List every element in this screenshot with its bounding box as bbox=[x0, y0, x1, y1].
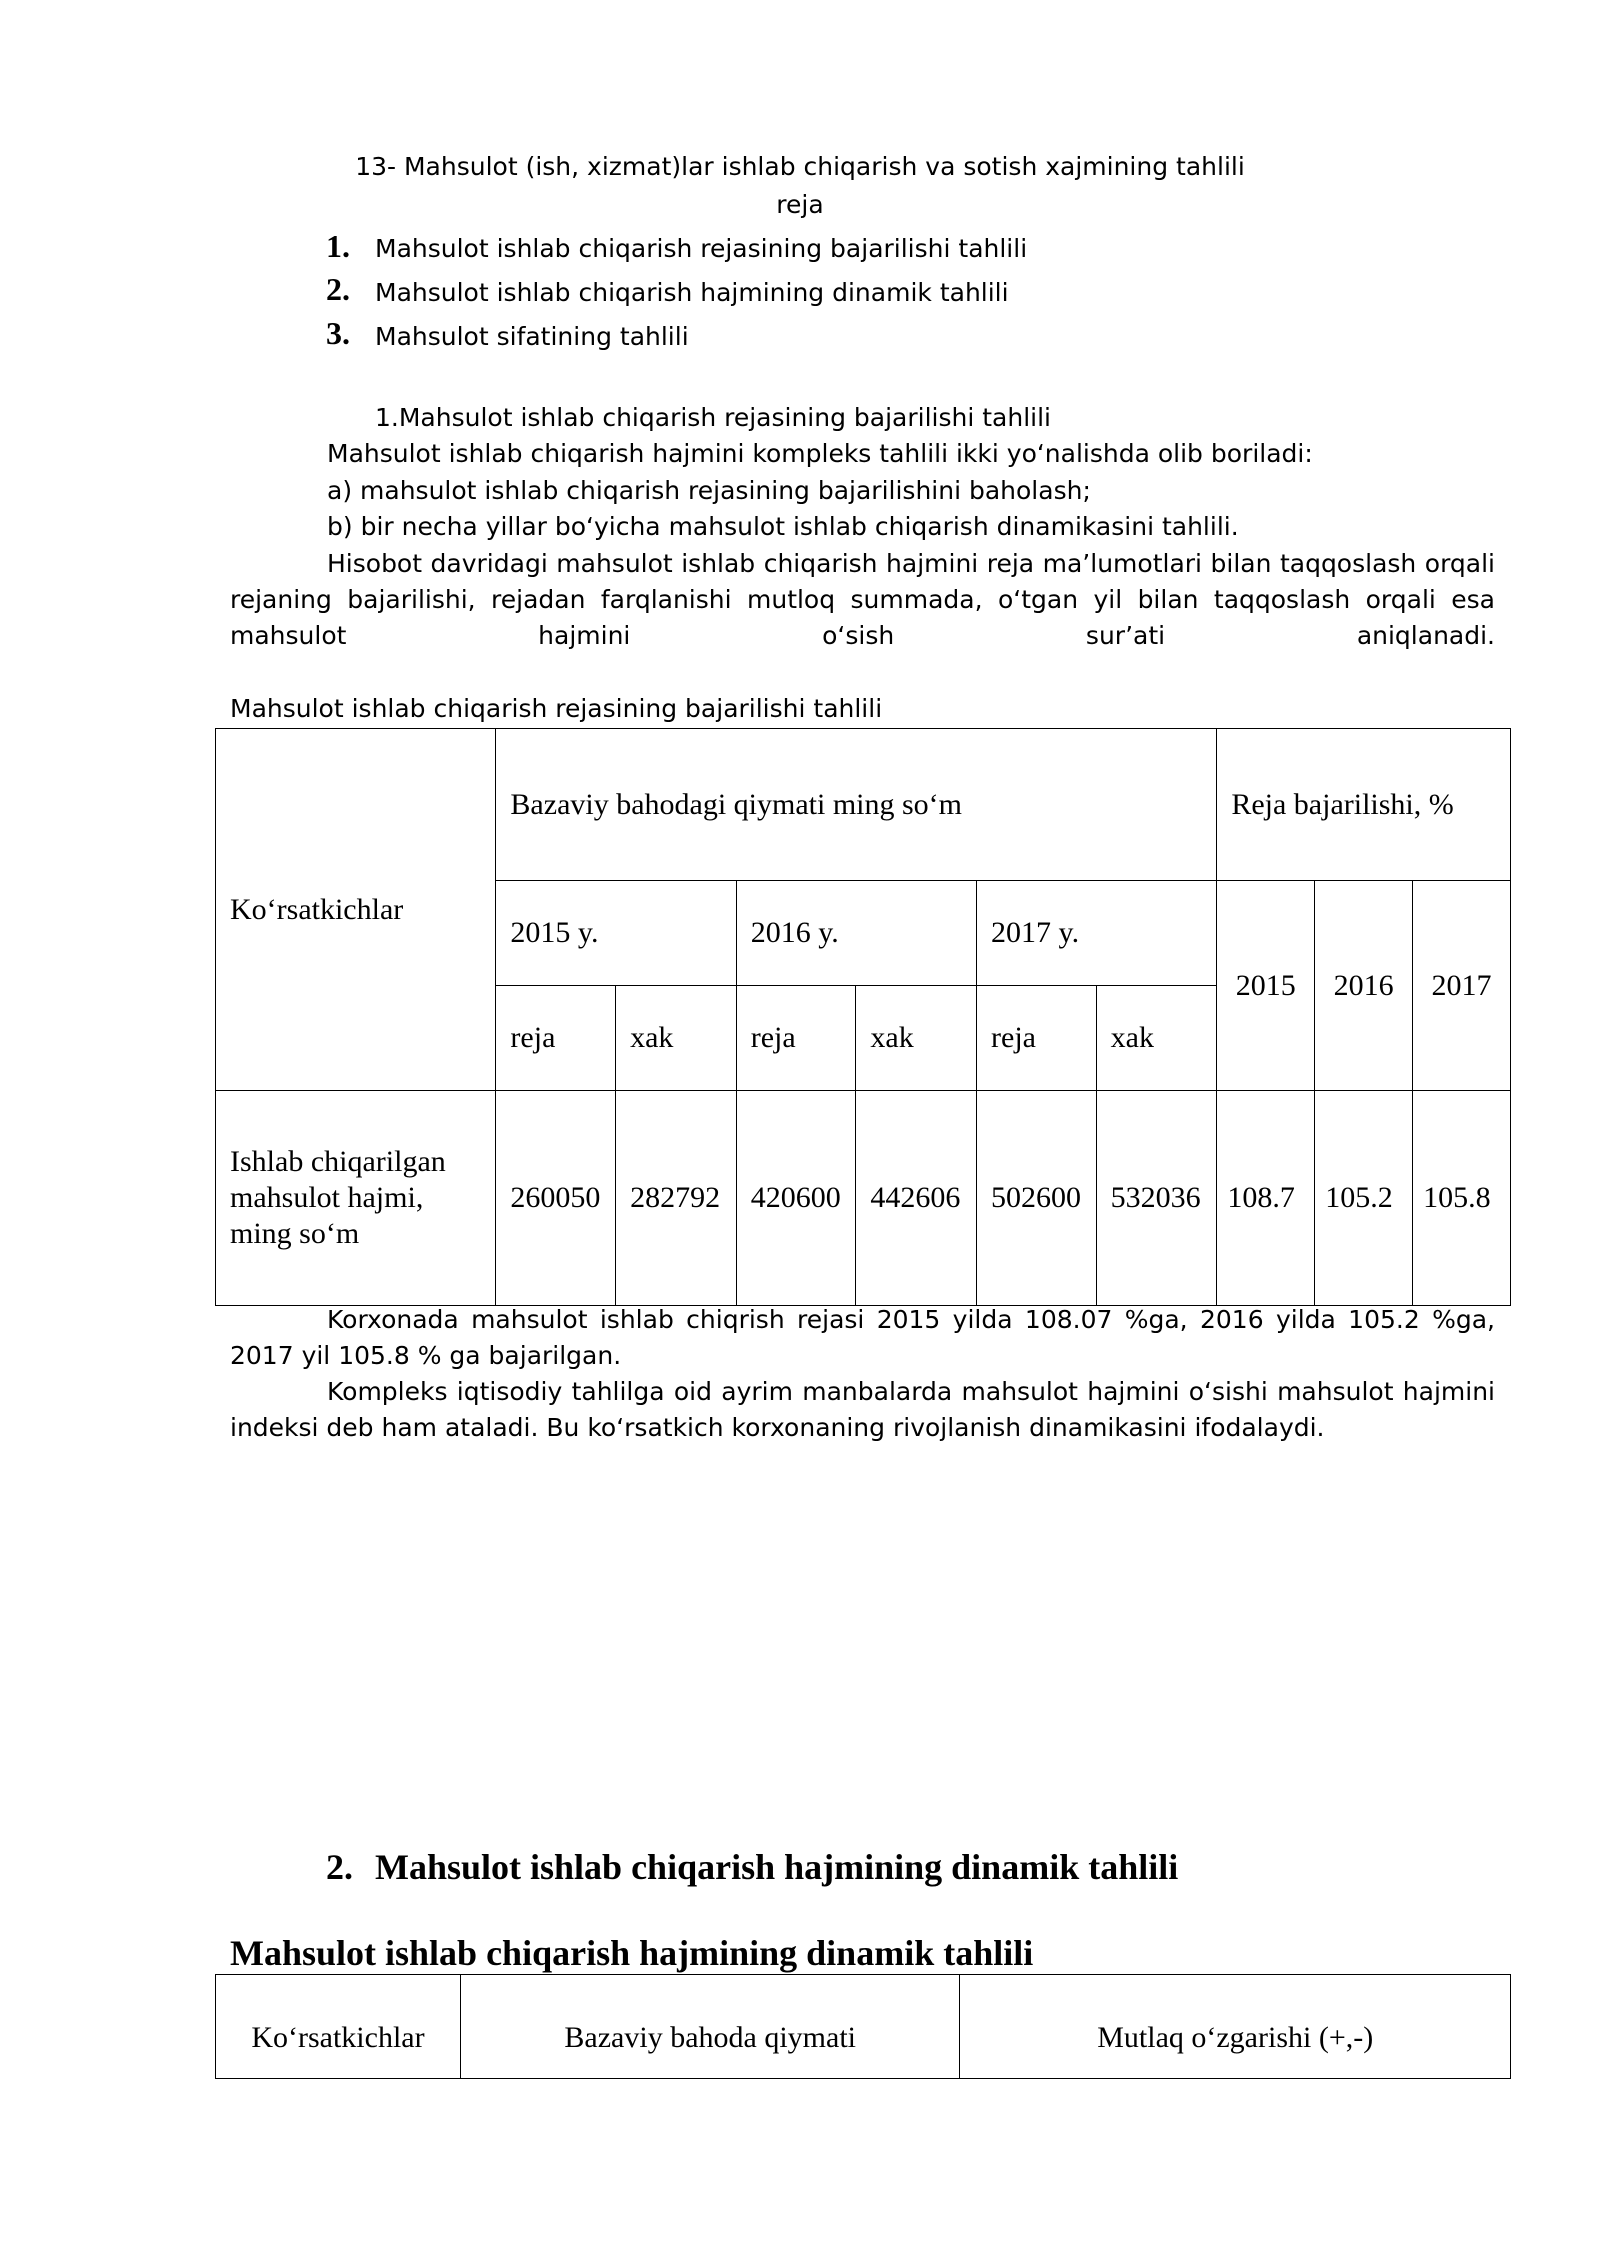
after-table-paragraph-2: Kompleks iqtisodiy tahlilga oid ayrim manbalarda mahsulot hajmini o‘sishi mahsulot hajmini indeksi deb ham ataladi. Bu ko‘rsatkich korxonaning rivojlanish dinamikasini ifodalaydi. bbox=[230, 1377, 1495, 1442]
table1-caption: Mahsulot ishlab chiqarish rejasining bajarilishi tahlili bbox=[230, 694, 883, 723]
value-plan-2017: 502600 bbox=[977, 1091, 1097, 1306]
plan-item-3: Mahsulot sifatining tahlili bbox=[375, 322, 689, 351]
section1-line-2: a) mahsulot ishlab chiqarish rejasining bajarilishini baholash; bbox=[327, 476, 1091, 505]
header-base-value: Bazaviy bahodagi qiymati ming so‘m bbox=[496, 729, 1217, 881]
section1-heading: 1.Mahsulot ishlab chiqarish rejasining bajarilishi tahlili bbox=[375, 403, 1051, 432]
header-pct-2017: 2017 bbox=[1413, 881, 1511, 1091]
sub-plan-2016: reja bbox=[736, 986, 856, 1091]
section2-number: 2. bbox=[326, 1847, 353, 1887]
header-year-2016: 2016 y. bbox=[736, 881, 976, 986]
row-label: Ishlab chiqarilgan mahsulot hajmi, ming so‘m bbox=[216, 1091, 496, 1306]
header-pct-2016: 2016 bbox=[1315, 881, 1413, 1091]
sub-plan-2015: reja bbox=[496, 986, 616, 1091]
after-table-paragraph-1: Korxonada mahsulot ishlab chiqrish rejasi 2015 yilda 108.07 %ga, 2016 yilda 105.2 %ga, 2017 yil 105.8 % ga bajarilgan. bbox=[230, 1305, 1495, 1370]
dynamic-analysis-table bbox=[215, 1974, 1511, 2079]
value-fact-2017: 532036 bbox=[1096, 1091, 1217, 1306]
plan-item-2: Mahsulot ishlab chiqarish hajmining dinamik tahlili bbox=[375, 278, 1009, 307]
plan-label: reja bbox=[776, 190, 824, 219]
plan-item-1-number: 1. bbox=[326, 228, 350, 264]
t2-header-base-value: Bazaviy bahoda qiymati bbox=[460, 1975, 960, 2079]
table2-caption: Mahsulot ishlab chiqarish hajmining dinamik tahlili bbox=[230, 1933, 1034, 1973]
t2-header-absolute-change: Mutlaq o‘zgarishi (+,-) bbox=[960, 1975, 1511, 2079]
plan-item-3-number: 3. bbox=[326, 315, 350, 351]
sub-fact-2017: xak bbox=[1096, 986, 1217, 1091]
t2-header-indicators: Ko‘rsatkichlar bbox=[216, 1975, 461, 2079]
pct-value-2017: 105.8 bbox=[1413, 1091, 1511, 1306]
value-fact-2016: 442606 bbox=[856, 1091, 977, 1306]
sub-fact-2015: xak bbox=[616, 986, 737, 1091]
pct-value-2015: 108.7 bbox=[1217, 1091, 1315, 1306]
header-pct-2015: 2015 bbox=[1217, 881, 1315, 1091]
value-plan-2015: 260050 bbox=[496, 1091, 616, 1306]
header-year-2017: 2017 y. bbox=[977, 881, 1217, 986]
header-year-2015: 2015 y. bbox=[496, 881, 736, 986]
section1-paragraph: Hisobot davridagi mahsulot ishlab chiqarish hajmini reja ma’lumotlari bilan taqqoslash orqali rejaning bajarilishi, rejadan farqlanishi mutloq summada, o‘tgan yil bilan taqqoslash orqali esa mahsulot hajmini o‘sish sur’ati aniqlanadi. bbox=[230, 549, 1495, 650]
pct-value-2016: 105.2 bbox=[1315, 1091, 1413, 1306]
plan-item-2-number: 2. bbox=[326, 271, 350, 307]
document-title: 13- Mahsulot (ish, xizmat)lar ishlab chiqarish va sotish xajmining tahlili bbox=[355, 152, 1245, 181]
section1-line-3: b) bir necha yillar bo‘yicha mahsulot ishlab chiqarish dinamikasini tahlili. bbox=[327, 512, 1239, 541]
sub-plan-2017: reja bbox=[977, 986, 1097, 1091]
header-indicators: Ko‘rsatkichlar bbox=[216, 729, 496, 1091]
value-fact-2015: 282792 bbox=[616, 1091, 737, 1306]
section1-line-1: Mahsulot ishlab chiqarish hajmini kompleks tahlili ikki yo‘nalishda olib boriladi: bbox=[327, 439, 1313, 468]
value-plan-2016: 420600 bbox=[736, 1091, 856, 1306]
section2-heading: Mahsulot ishlab chiqarish hajmining dinamik tahlili bbox=[375, 1847, 1179, 1887]
plan-item-1: Mahsulot ishlab chiqarish rejasining bajarilishi tahlili bbox=[375, 234, 1028, 263]
sub-fact-2016: xak bbox=[856, 986, 977, 1091]
header-plan-execution: Reja bajarilishi, % bbox=[1217, 729, 1511, 881]
plan-execution-table bbox=[215, 728, 1511, 1306]
